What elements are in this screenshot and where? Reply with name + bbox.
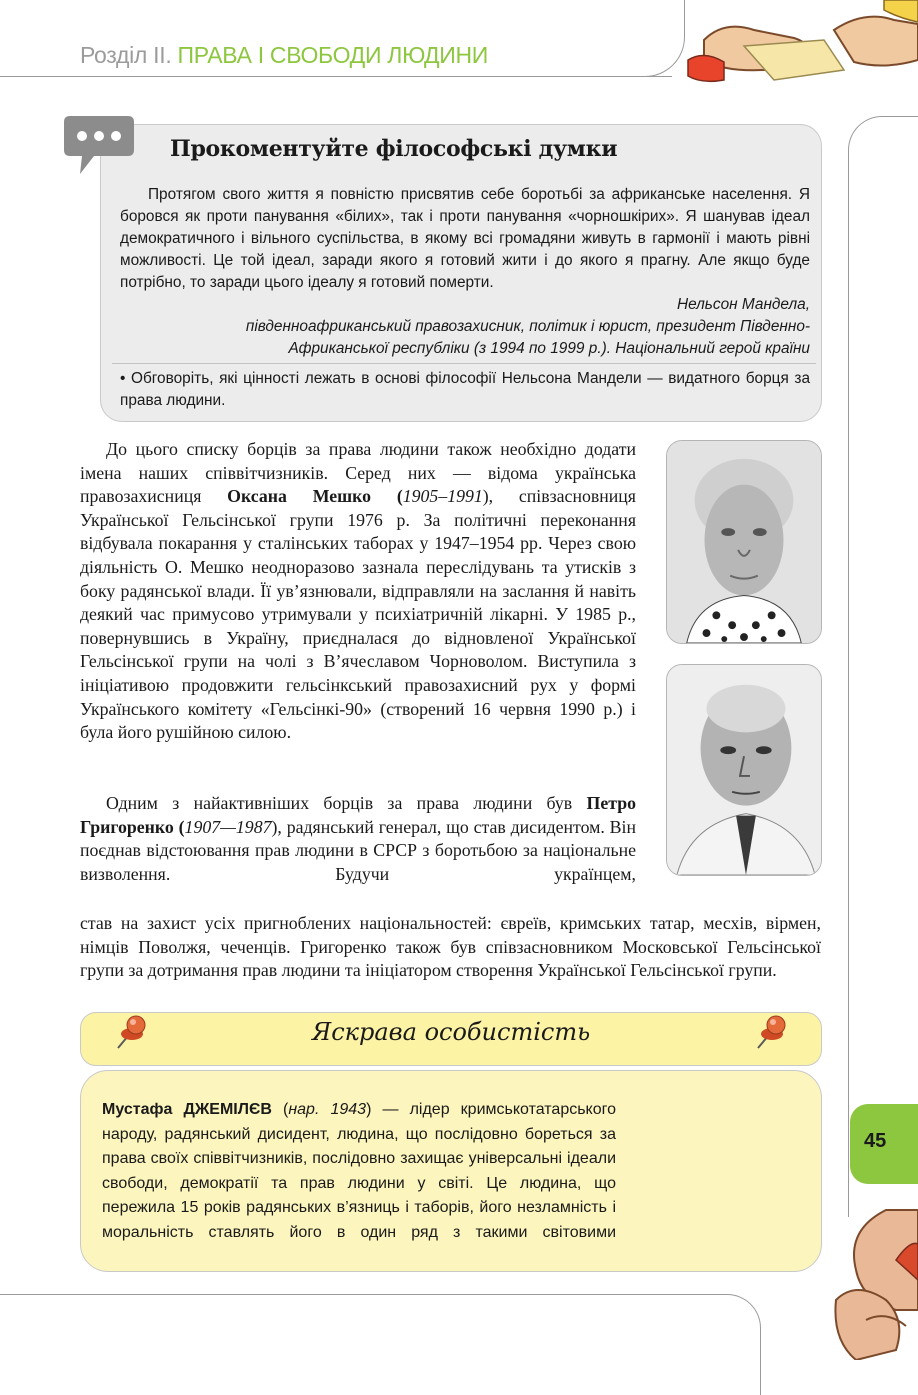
header-rule-curve — [628, 0, 685, 77]
header-rule — [0, 76, 672, 77]
meshko-years: 1905–1991 — [402, 486, 483, 507]
p1-text-rest: ), співзасновниця Української Гельсінської групи 1976 р. За політичні переконання відбувала покарання у сталінських таборах у 1947–1954 рр. Через свою діяльність О. Мешко неодноразово зазнала переслідувань та утисків з боку радянської влади. Її ув’язнювали, відправляли на заслання й навіть деякий час примусово утримували у психіатричній лікарні. У 1985 р., повернувшись в Україну, приєдналася до відновленої Української Гельсінської групи на чолі з В’ячеславом Чорноволом. Виступила з ініціативою продовжити гельсінкський правозахисний рух у формі Українського комітету «Гельсінкі-90» (створений 16 червня 1990 р.) і була його рушійною силою. — [80, 486, 636, 743]
comment-divider — [112, 363, 816, 364]
quote-author-desc-1: південноафриканський правозахисник, політик і юрист, президент Південно- — [245, 318, 810, 335]
dzhemilev-bio — [102, 1098, 616, 1246]
speech-bubble-icon — [62, 112, 136, 178]
running-header — [80, 42, 488, 69]
bio-paren: ( — [271, 1101, 289, 1118]
page-number: 45 — [864, 1130, 887, 1152]
discussion-task: • Обговоріть, які цінності лежать в основі філософії Нельсона Мандели — видатного борця за права людини. — [120, 370, 810, 409]
hands-illustration-bottom — [826, 1200, 918, 1360]
footer-rule — [0, 1294, 761, 1395]
p1-paren: ( — [371, 486, 403, 507]
bright-personality-title: Яскрава особистість — [311, 1018, 591, 1046]
section-title: ПРАВА І СВОБОДИ ЛЮДИНИ — [177, 42, 489, 68]
section-label: Розділ ІІ. — [80, 42, 178, 68]
paragraph-hryhorenko-continued: став на захист усіх пригноблених національностей: євреїв, кримських татар, месхів, вірмен, німців Поволжя, чеченців. Григоренко також був співзасновником Московської Гельсінської групи за дотримання прав людини та ініціатором створення Української Гельсінської групи. — [80, 913, 821, 981]
quote-author-desc-2: Африканської республіки (з 1994 по 1999 р.). Національний герой країни — [288, 340, 810, 357]
margin-rule — [848, 116, 918, 1217]
mandela-quote: Протягом свого життя я повністю присвятив себе боротьбі за африканське населення. Я боровся як проти панування «білих», так і проти панування «чорношкірих». Я шанував ідеал демократичного і вільного суспільства, в якому всі громадяни живуть в гармонії і мають рівні можливості. Це той ідеал, заради якого я готовий жити і до якого я прагну. Але якщо буде потрібно, то заради цього ідеалу я готовий померти. — [120, 186, 810, 291]
hands-illustration-top — [684, 0, 918, 92]
quote-attribution — [120, 294, 810, 360]
p2-text-rest: ), радянський генерал, що став дисидентом. Він поєднав відстоювання прав людини в СРСР з боротьбою за національне визволення. Будучи українцем, — [80, 816, 636, 884]
paragraph-hryhorenko — [80, 792, 636, 886]
meshko-name: Оксана Мешко — [227, 486, 372, 507]
paragraph-meshko — [80, 438, 636, 745]
photo-petro-hryhorenko — [666, 664, 822, 876]
dzhemilev-born: нар. 1943 — [288, 1101, 367, 1118]
hryhorenko-name: Петро Григоренко — [80, 793, 636, 837]
bio-text: ) — лідер кримськотатарського народу, радянський дисидент, людина, що послідовно бореться за права своїх співвітчизників, послідовно захищає універсальні ідеали свободи, демократії та прав людини у світі. Це людина, що пережила 15 років радянських в’язниць і таборів, його незламність і моральність ставлять його в один ряд з такими світовими — [102, 1101, 617, 1241]
p2-paren: ( — [173, 816, 185, 837]
quote-author-name: Нельсон Мандела, — [676, 296, 810, 313]
comment-heading: Прокоментуйте філософські думки — [170, 136, 618, 162]
p2-text-start: Одним з найактивніших борців за права людини був — [106, 793, 587, 813]
photo-oksana-meshko — [666, 440, 822, 644]
dzhemilev-name: Мустафа ДЖЕМІЛЄВ — [102, 1101, 272, 1118]
p1-text-start: До цього списку борців за права людини також необхідно додати імена наших співвітчизників. Серед них — відома українська правозахисниця — [80, 439, 636, 507]
hryhorenko-years: 1907—1987 — [184, 816, 272, 837]
